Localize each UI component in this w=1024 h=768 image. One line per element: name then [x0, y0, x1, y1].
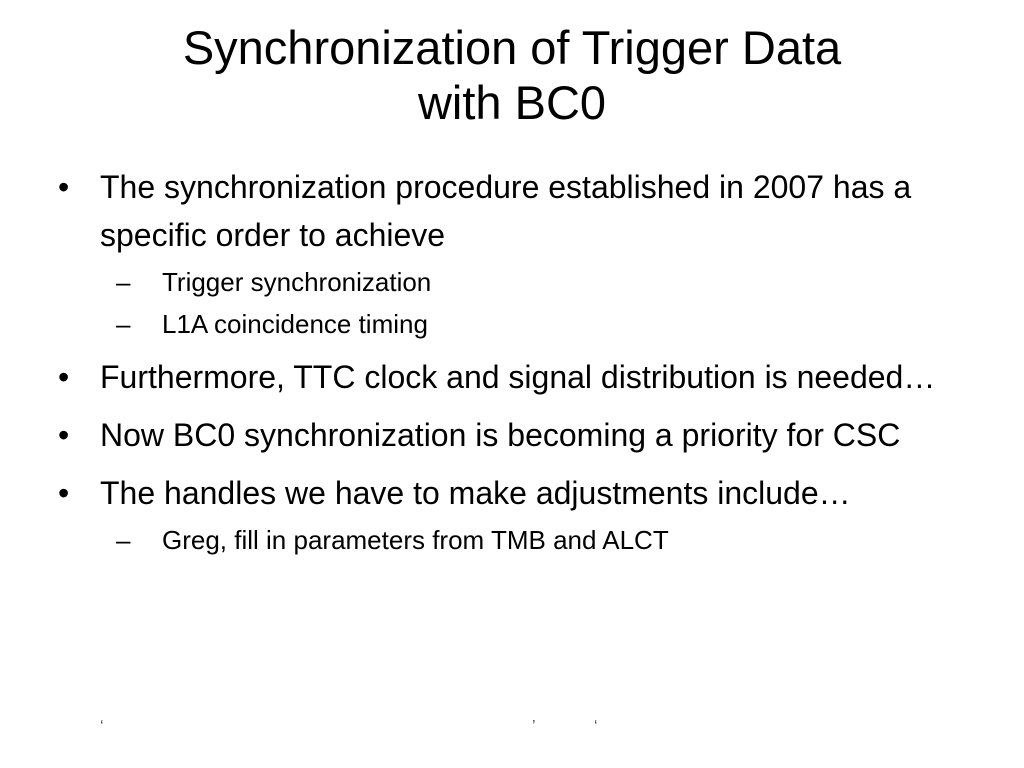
bullet-text: The handles we have to make adjustments include…: [100, 475, 851, 511]
bullet-dot-icon: •: [58, 475, 70, 511]
dash-icon: –: [116, 267, 131, 297]
bullet-dot-icon: •: [58, 417, 70, 453]
sub-bullet-text: Greg, fill in parameters from TMB and ALCT: [162, 525, 669, 555]
bullet-dot-icon: •: [58, 359, 70, 395]
bullet-text: Now BC0 synchronization is becoming a priority for CSC: [100, 417, 901, 453]
slide-title-line-1: Synchronization of Trigger Data: [182, 21, 842, 74]
sub-bullet-list: [100, 263, 978, 343]
truncated-glyph: ’: [532, 718, 536, 735]
sub-bullet-item: [116, 305, 978, 343]
truncated-glyph: ‘: [594, 718, 598, 735]
sub-bullet-text: L1A coincidence timing: [162, 309, 428, 339]
bullet-item: [58, 353, 978, 401]
slide-title-line-2: with BC0: [417, 76, 607, 129]
bullet-list: [58, 163, 978, 569]
sub-bullet-item: [116, 521, 978, 559]
bullet-text: Furthermore, TTC clock and signal distribution is needed…: [100, 359, 936, 395]
sub-bullet-list: [100, 521, 978, 559]
truncated-text-fragments: [0, 718, 1024, 738]
bullet-item: [58, 411, 978, 459]
bullet-item: [58, 469, 978, 559]
sub-bullet-item: [116, 263, 978, 301]
sub-bullet-text: Trigger synchronization: [162, 267, 432, 297]
dash-icon: –: [116, 309, 131, 339]
dash-icon: –: [116, 525, 131, 555]
truncated-glyph: ‘: [100, 718, 104, 735]
bullet-dot-icon: •: [58, 169, 70, 205]
slide-title: [60, 20, 964, 130]
bullet-item: [58, 163, 978, 343]
bullet-text: The synchronization procedure established in 2007 has a specific order to achieve: [100, 169, 912, 253]
